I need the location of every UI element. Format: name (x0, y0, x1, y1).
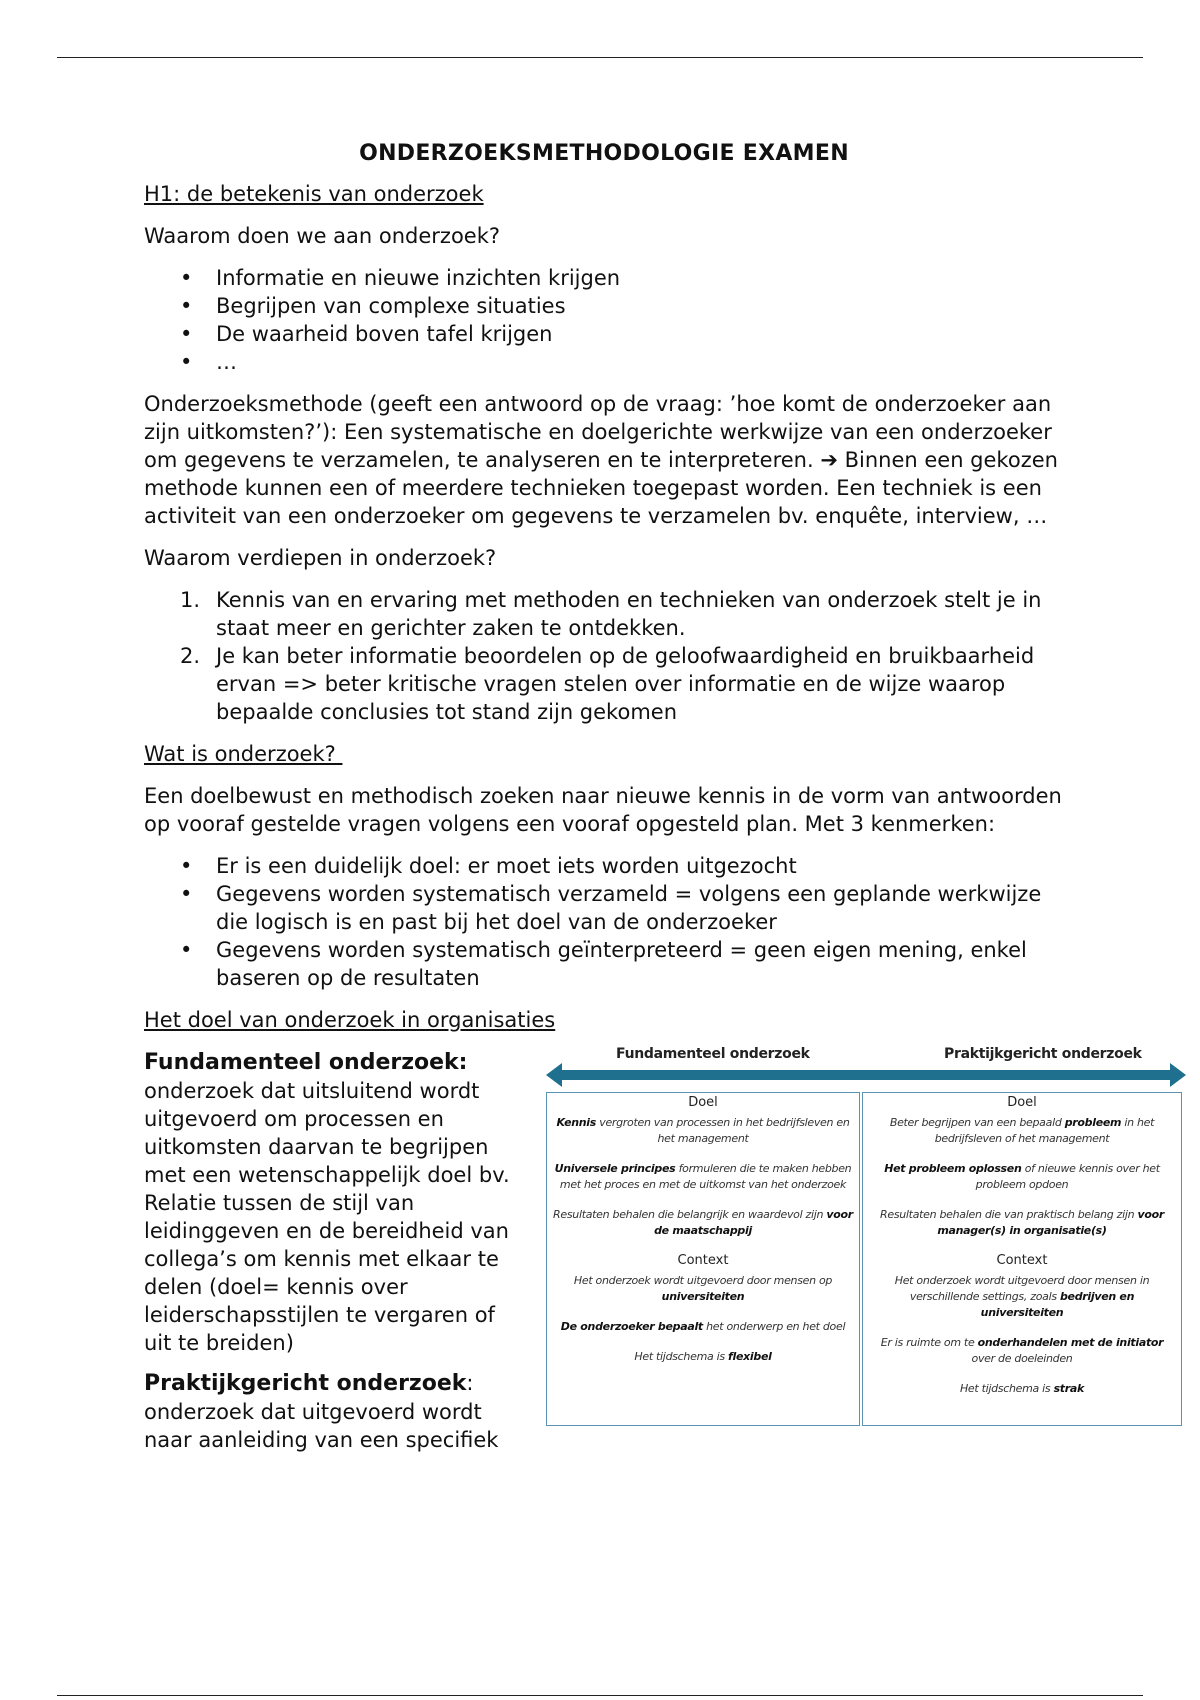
list-number: 1. (180, 588, 201, 612)
context-label: Context (996, 1253, 1048, 1268)
goal-item: Kennis vergroten van processen in het bedrijfsleven en het management (556, 1116, 850, 1145)
goal-item: Resultaten behalen die van praktisch belang zijn voor manager(s) in organisatie(s) (880, 1208, 1164, 1237)
document-body (144, 140, 1164, 1488)
comparison-diagram (546, 1040, 1186, 1460)
section-heading-goal: Het doel van onderzoek in organisaties (144, 1008, 556, 1032)
fundamental-term: Fundamenteel onderzoek: (144, 1050, 468, 1075)
list-item: • Er is een duidelijk doel: er moet iets worden uitgezocht (144, 852, 1064, 880)
practical-term: Praktijkgericht onderzoek (144, 1371, 467, 1396)
list-item: • De waarheid boven tafel krijgen (144, 320, 1064, 348)
practical-text: onderzoek dat uitgevoerd wordt naar aanleiding van een specifiek (144, 1400, 499, 1452)
goal-item: Het probleem oplossen of nieuwe kennis over het probleem opdoen (884, 1162, 1160, 1191)
chapter-heading: H1: de betekenis van onderzoek (144, 182, 484, 206)
goal-item: Beter begrijpen van een bepaald probleem in het bedrijfsleven of het management (889, 1116, 1155, 1145)
context-item: Het tijdschema is strak (959, 1382, 1085, 1395)
list-item: • Informatie en nieuwe inzichten krijgen (144, 264, 1064, 292)
method-paragraph: Onderzoeksmethode (geeft een antwoord op de vraag: ’hoe komt de onderzoeker aan zijn uitkomsten?’): Een systematische en doelgerichte werkwijze van een onderzoeker om gegevens te verzamelen, te analyseren en te interpreteren. ➔ Binnen een gekozen methode kunnen een of meerdere technieken toegepast worden. Een techniek is een activiteit van een onderzoeker om gegevens te verzamelen bv. enquête, interview, … (144, 392, 1058, 528)
context-item: Er is ruimte om te onderhandelen met de initiator over de doeleinden (880, 1336, 1164, 1365)
definition-paragraph: Een doelbewust en methodisch zoeken naar nieuwe kennis in de vorm van antwoorden op vooraf gestelde vragen volgens een vooraf opgesteld plan. Met 3 kenmerken: (144, 784, 1062, 836)
arrow-shape (546, 1063, 1186, 1087)
features-list (144, 852, 1064, 992)
fundamental-text: onderzoek dat uitsluitend wordt uitgevoerd om processen en uitkomsten daarvan te begrijpen met een wetenschappelijk doel bv. Relatie tussen de stijl van leidinggeven en de bereidheid van collega’s om kennis met elkaar te delen (doel= kennis over leiderschapsstijlen te vergaren of uit te breiden) (144, 1079, 510, 1355)
diagram-header-fundamental: Fundamenteel onderzoek (616, 1046, 810, 1062)
list-item (144, 642, 1064, 726)
list-text: Kennis van en ervaring met methoden en technieken van onderzoek stelt je in staat meer en gerichter zaken te ontdekken. (216, 588, 1042, 640)
practical-paragraph (144, 1369, 524, 1454)
footer-rule (57, 1695, 1143, 1696)
goal-label: Doel (688, 1095, 718, 1110)
list-item: • Gegevens worden systematisch geïnterpreteerd = geen eigen mening, enkel baseren op de resultaten (144, 936, 1064, 992)
deepen-list (144, 586, 1064, 726)
list-number: 2. (180, 644, 201, 668)
context-label: Context (677, 1253, 729, 1268)
section-heading-what: Wat is onderzoek? (144, 742, 343, 766)
list-text: Je kan beter informatie beoordelen op de geloofwaardigheid en bruikbaarheid ervan => beter kritische vragen stelen over informatie en de wijze waarop bepaalde conclusies tot stand zijn gekomen (216, 644, 1035, 724)
header-rule (57, 57, 1143, 58)
research-types-section (144, 1046, 1164, 1488)
double-arrow-icon (546, 1060, 1186, 1090)
list-item: • Gegevens worden systematisch verzameld = volgens een geplande werkwijze die logisch is en past bij het doel van de onderzoeker (144, 880, 1064, 936)
list-item: • … (144, 348, 1064, 376)
list-item (144, 586, 1064, 642)
research-types-text (144, 1048, 524, 1466)
fundamental-box (546, 1092, 860, 1426)
question-why-deepen: Waarom verdiepen in onderzoek? (144, 546, 497, 570)
why-research-list (144, 264, 1064, 376)
context-item: Het tijdschema is flexibel (634, 1350, 772, 1363)
goal-item: Universele principes formuleren die te maken hebben met het proces en met de uitkomst van het onderzoek (554, 1162, 852, 1191)
document-title: ONDERZOEKSMETHODOLOGIE EXAMEN (359, 141, 849, 166)
list-item: • Begrijpen van complexe situaties (144, 292, 1064, 320)
context-item: Het onderzoek wordt uitgevoerd door mensen in verschillende settings, zoals bedrijven en universiteiten (894, 1274, 1150, 1319)
context-item: De onderzoeker bepaalt het onderwerp en het doel (560, 1320, 846, 1333)
goal-item: Resultaten behalen die belangrijk en waardevol zijn voor de maatschappij (553, 1208, 853, 1237)
goal-label: Doel (1007, 1095, 1037, 1110)
context-item: Het onderzoek wordt uitgevoerd door mensen op universiteiten (573, 1274, 833, 1303)
diagram-header-practical: Praktijkgericht onderzoek (944, 1046, 1142, 1062)
question-why-research: Waarom doen we aan onderzoek? (144, 224, 501, 248)
practical-colon: : (466, 1371, 474, 1395)
fundamental-paragraph (144, 1048, 524, 1357)
practical-box (862, 1092, 1182, 1426)
